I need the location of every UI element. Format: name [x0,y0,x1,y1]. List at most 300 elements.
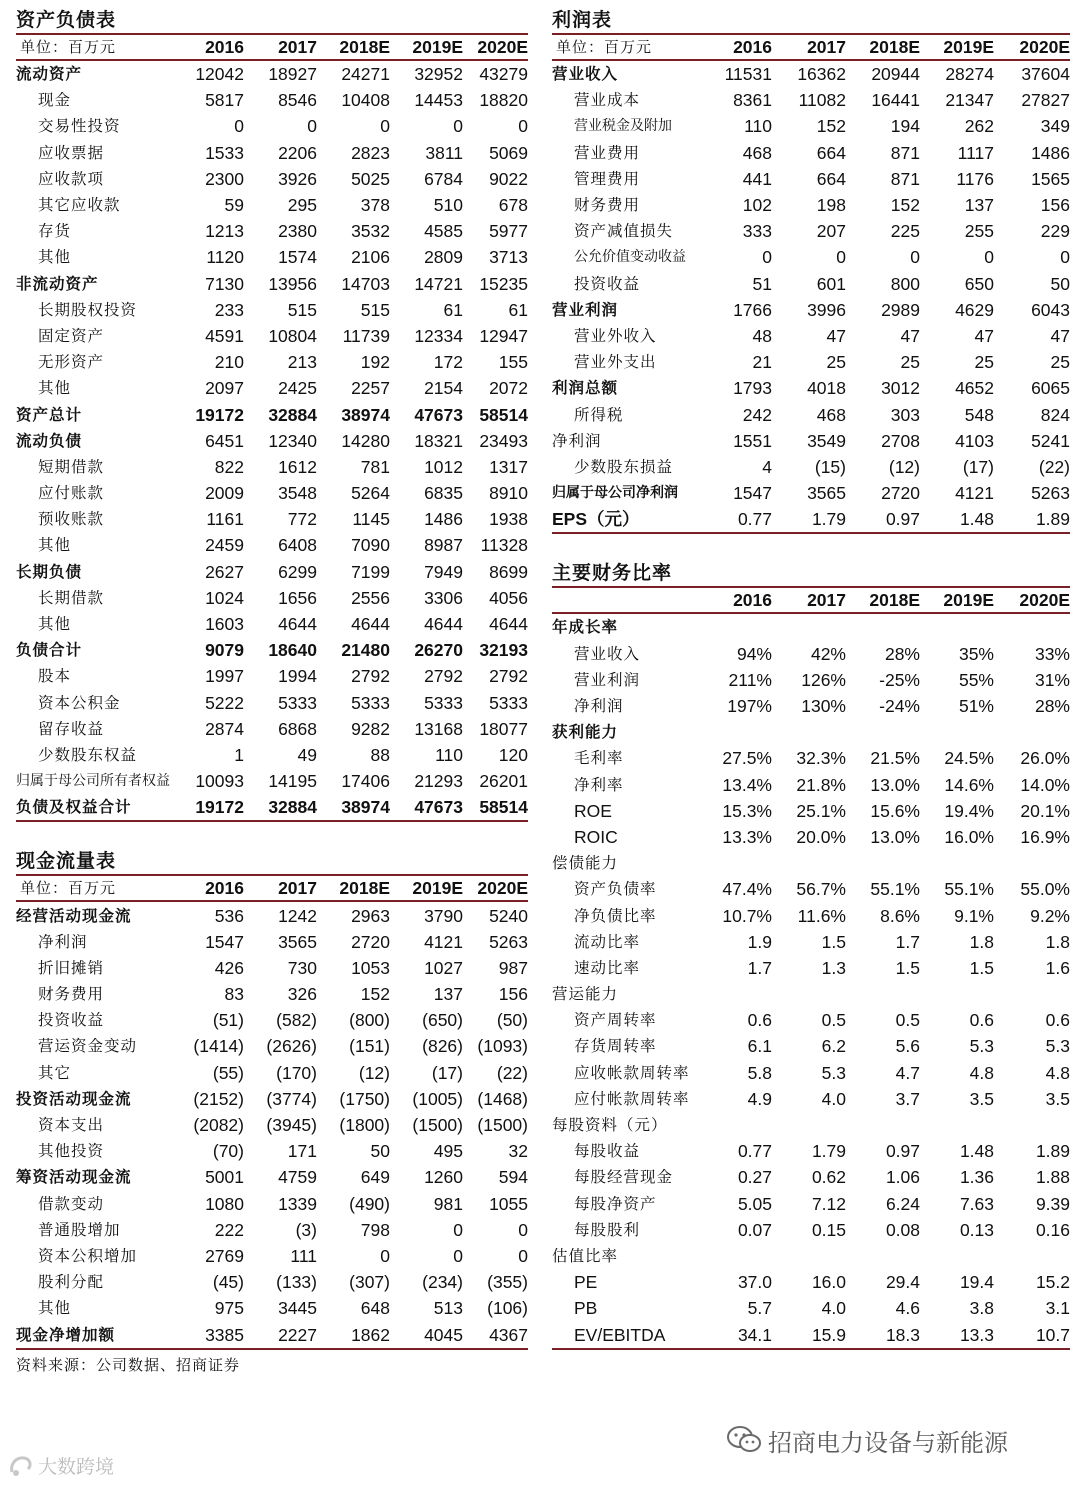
value-cell: 0 [380,116,390,137]
value-cell: 47 [900,325,920,346]
row-label: 其它 [38,1063,72,1082]
table-row [16,768,528,794]
row-label: 归属于母公司净利润 [552,485,678,502]
year-header: 2018E [317,34,390,60]
value-cell: 7199 [351,561,390,582]
table-row [552,480,1070,506]
row-label: 营业利润 [574,670,641,689]
row-label: 营业外收入 [574,326,657,345]
value-cell: 51 [752,273,772,294]
value-cell: 2300 [205,168,244,189]
value-cell: 2792 [351,666,390,687]
value-cell: 12042 [195,64,244,85]
row-label: 负债及权益合计 [16,794,174,821]
row-label: 每股股利 [574,1220,641,1239]
value-cell: 2989 [881,299,920,320]
row-label: EV/EBITDA [552,1321,702,1348]
value-cell: 32884 [244,794,317,821]
value-cell: (106) [487,1298,528,1319]
value-cell: 152 [360,984,390,1005]
value-cell: (1093) [477,1036,528,1057]
value-cell: (55) [212,1062,244,1083]
value-cell [772,1112,846,1138]
value-cell: 32884 [268,404,317,425]
value-cell [994,1243,1070,1269]
value-cell: 649 [360,1167,390,1188]
table-row [552,297,1070,323]
value-cell: 4644 [489,614,528,635]
value-cell: 0.13 [959,1219,994,1240]
value-cell: 13956 [268,273,317,294]
row-label: 其他 [38,615,72,634]
value-cell: 4591 [205,325,244,346]
value-cell: 15.3% [722,800,772,821]
value-cell: (234) [422,1272,463,1293]
value-cell [994,981,1070,1007]
value-cell: 50 [1050,273,1070,294]
row-label: 资产周转率 [574,1011,657,1030]
row-label: 存货 [38,222,72,241]
value-cell: 1 [234,744,244,765]
value-cell: 25 [826,352,846,373]
value-cell: 1.6 [1045,957,1070,978]
value-cell [702,981,772,1007]
value-cell: 1.79 [772,506,846,533]
value-cell: 987 [498,957,528,978]
value-cell: 12334 [414,325,463,346]
value-cell: (1005) [412,1088,463,1109]
value-cell: 58514 [479,404,528,425]
value-cell: 1012 [424,456,463,477]
value-cell: 3.1 [1045,1298,1070,1319]
row-label: 应收款项 [38,169,105,188]
value-cell: 0.62 [811,1167,846,1188]
year-header: 2017 [244,875,317,901]
value-cell: 24.5% [944,748,994,769]
row-label: 非流动资产 [16,274,99,293]
value-cell: 0 [518,1245,528,1266]
value-cell: 5977 [489,221,528,242]
value-cell: 18640 [268,640,317,661]
value-cell: 2425 [278,378,317,399]
value-cell: 1.3 [821,957,846,978]
balance-sheet-table [16,33,528,822]
value-cell: (22) [1038,456,1070,477]
value-cell: 33% [1034,643,1070,664]
value-cell: 1.8 [969,931,994,952]
value-cell: 255 [964,221,994,242]
value-cell [772,850,846,876]
value-cell: 24271 [341,64,390,85]
row-label: 每股收益 [574,1142,641,1161]
row-label: 负债合计 [16,641,83,660]
value-cell: 25 [1050,352,1070,373]
value-cell: 94% [736,643,772,664]
table-row [552,1007,1070,1033]
value-cell: 13.0% [870,826,920,847]
value-cell: 664 [816,142,846,163]
value-cell: 27827 [1021,90,1070,111]
value-cell: 0.77 [702,506,772,533]
value-cell: 3565 [278,931,317,952]
value-cell: 1.48 [959,1141,994,1162]
value-cell: 0.6 [1045,1010,1070,1031]
table-row [16,955,528,981]
table-row [16,87,528,113]
value-cell: 19.4 [959,1272,994,1293]
table-row [552,428,1070,454]
value-cell: 26201 [479,771,528,792]
value-cell: 14721 [414,273,463,294]
value-cell: 1.88 [1035,1167,1070,1188]
value-cell: 2809 [424,247,463,268]
table-row [16,271,528,297]
table-row [16,244,528,270]
table-row [552,981,1070,1007]
value-cell: 15.6% [870,800,920,821]
value-cell: 4.7 [895,1062,920,1083]
value-cell: 0.5 [821,1010,846,1031]
year-header: 2018E [846,34,920,60]
table-row [16,929,528,955]
value-cell: 1213 [205,221,244,242]
value-cell: 2874 [205,718,244,739]
value-cell: 42% [810,643,846,664]
value-cell: 7.63 [959,1193,994,1214]
value-cell: 468 [742,142,772,163]
value-cell: 26270 [414,640,463,661]
value-cell: 5222 [205,692,244,713]
value-cell: 10.7 [994,1321,1070,1348]
value-cell: 194 [890,116,920,137]
value-cell: (12) [358,1062,390,1083]
row-label: 财务费用 [574,196,641,215]
value-cell: 981 [433,1193,463,1214]
row-label: 现金净增加额 [16,1321,174,1348]
value-cell: 0 [518,116,528,137]
table-row [16,1217,528,1243]
value-cell [920,719,994,745]
value-cell: 19172 [195,404,244,425]
value-cell: 2257 [351,378,390,399]
row-label: 留存收益 [38,719,105,738]
value-cell: 648 [360,1298,390,1319]
table-row [16,901,528,928]
table-row [552,401,1070,427]
row-label: 管理费用 [574,169,641,188]
value-cell [846,1112,920,1138]
table-row [552,1217,1070,1243]
table-row [16,1164,528,1190]
value-cell: 21 [752,352,772,373]
value-cell: 5.05 [737,1193,772,1214]
value-cell: 4644 [424,614,463,635]
value-cell: 0.15 [811,1219,846,1240]
value-cell: 4367 [463,1321,528,1348]
row-label: 应付账款 [38,484,105,503]
value-cell: 21347 [945,90,994,111]
value-cell: 4045 [390,1321,463,1348]
row-label: 经营活动现金流 [16,906,132,925]
row-label: 资本支出 [38,1116,105,1135]
table-row [16,428,528,454]
row-label: PB [574,1298,598,1319]
value-cell: 1176 [956,168,994,189]
value-cell: 19172 [174,794,244,821]
value-cell: 16.0% [944,826,994,847]
value-cell: 7949 [424,561,463,582]
corner-watermark [8,1452,114,1479]
table-row [16,140,528,166]
year-header: 2020E [463,34,528,60]
table-row [552,218,1070,244]
value-cell: 2556 [351,587,390,608]
value-cell: 5263 [489,931,528,952]
value-cell [702,850,772,876]
value-cell: 8987 [424,535,463,556]
value-cell: 4121 [955,483,994,504]
value-cell: 871 [890,142,920,163]
value-cell: 1486 [424,509,463,530]
value-cell [920,850,994,876]
value-cell: 8361 [733,90,772,111]
row-label: 其它应收款 [38,196,121,215]
value-cell: 102 [742,195,772,216]
value-cell: 20.0% [796,826,846,847]
value-cell: 10093 [195,771,244,792]
year-header: 2017 [244,34,317,60]
year-header: 2017 [772,587,846,613]
value-cell: 295 [287,195,317,216]
value-cell: 2106 [351,247,390,268]
value-cell: (22) [496,1062,528,1083]
table-row [552,902,1070,928]
value-cell: 18077 [479,718,528,739]
year-header: 2016 [702,587,772,613]
row-label: 投资收益 [38,1011,105,1030]
year-header: 2019E [920,587,994,613]
table-row [552,60,1070,87]
table-row [16,1295,528,1321]
row-label: 获利能力 [552,723,619,742]
value-cell: 824 [1040,404,1070,425]
value-cell: 2380 [278,221,317,242]
value-cell: 7130 [205,273,244,294]
value-cell: (2152) [193,1088,244,1109]
value-cell: 0.97 [885,1141,920,1162]
value-cell: 1574 [278,247,317,268]
row-label: 普通股增加 [38,1220,121,1239]
ratios-title: 主要财务比率 [552,562,673,585]
value-cell [994,613,1070,640]
value-cell: 32193 [479,640,528,661]
year-header: 2017 [772,34,846,60]
value-cell: 21293 [414,771,463,792]
row-label: 其他 [38,536,72,555]
value-cell: 1242 [278,905,317,926]
table-row [552,929,1070,955]
year-header: 2020E [994,587,1070,613]
value-cell: 3.5 [969,1088,994,1109]
value-cell: 15235 [479,273,528,294]
value-cell: 9079 [205,640,244,661]
value-cell: 137 [964,195,994,216]
value-cell [846,613,920,640]
value-cell: 110 [744,116,772,137]
value-cell: (17) [431,1062,463,1083]
value-cell: 15.9 [772,1321,846,1348]
value-cell: 18927 [268,64,317,85]
value-cell: 55% [958,669,994,690]
value-cell: 110 [435,744,463,765]
table-row [16,1191,528,1217]
value-cell: (2626) [266,1036,317,1057]
value-cell: 0 [453,1245,463,1266]
value-cell: 5.8 [747,1062,772,1083]
table-row [552,244,1070,270]
value-cell [994,719,1070,745]
value-cell: 5333 [278,692,317,713]
value-cell: 515 [287,299,317,320]
value-cell: 2792 [424,666,463,687]
row-label: 营业费用 [574,143,641,162]
value-cell: 120 [498,744,528,765]
row-label: 净负债比率 [574,906,657,925]
balance-sheet-title: 资产负债表 [16,9,117,31]
value-cell: 3811 [425,142,463,163]
value-cell: 32 [508,1141,528,1162]
table-row [16,323,528,349]
row-label: PE [574,1272,598,1293]
value-cell: 781 [360,456,390,477]
value-cell: 18.3 [846,1321,920,1348]
value-cell: 3549 [807,430,846,451]
value-cell: 50 [370,1141,390,1162]
value-cell: 2792 [489,666,528,687]
value-cell [920,613,994,640]
value-cell: 152 [816,116,846,137]
value-cell: 5241 [1031,430,1070,451]
table-row [16,1321,528,1348]
table-row [552,454,1070,480]
table-row [552,824,1070,850]
table-row [552,192,1070,218]
value-cell: 47 [826,325,846,346]
value-cell: 326 [287,984,317,1005]
value-cell: 13.4% [722,774,772,795]
year-header: 2020E [463,875,528,901]
year-header: 2016 [702,34,772,60]
value-cell: 2459 [205,535,244,556]
table-row [552,1243,1070,1269]
value-cell: (1468) [477,1088,528,1109]
value-cell: 15.2 [1035,1272,1070,1293]
left-column [16,7,528,1375]
value-cell: 6835 [424,483,463,504]
brand-logo-icon [8,1454,34,1478]
table-row [552,745,1070,771]
value-cell: 601 [816,273,846,294]
value-cell: 37.0 [737,1272,772,1293]
value-cell: 2627 [205,561,244,582]
value-cell: 0.07 [737,1219,772,1240]
wechat-watermark [726,1424,1008,1456]
value-cell [994,850,1070,876]
value-cell: -25% [879,669,920,690]
value-cell [772,981,846,1007]
value-cell: 2720 [881,483,920,504]
value-cell: (15) [814,456,846,477]
value-cell: 16.0 [811,1272,846,1293]
value-cell [920,1243,994,1269]
table-row [552,113,1070,139]
value-cell: 5333 [351,692,390,713]
value-cell [702,613,772,640]
table-row [552,850,1070,876]
table-row [552,1164,1070,1190]
value-cell: (12) [888,456,920,477]
value-cell: 6.1 [747,1036,772,1057]
row-label: 归属于母公司所有者权益 [16,773,170,790]
table-row [16,981,528,1007]
value-cell: 14453 [414,90,463,111]
year-header: 2019E [920,34,994,60]
row-label: 净利率 [574,775,624,794]
value-cell: 18321 [414,430,463,451]
value-cell: 2154 [424,378,463,399]
table-row [552,613,1070,640]
value-cell: 1997 [205,666,244,687]
value-cell [702,1243,772,1269]
value-cell: 1533 [205,142,244,163]
value-cell: 1.48 [920,506,994,533]
value-cell: 1027 [424,957,463,978]
value-cell: 5.3 [821,1062,846,1083]
value-cell: 0 [380,1245,390,1266]
value-cell: 5001 [205,1167,244,1188]
value-cell: 426 [214,957,244,978]
row-label: 长期负债 [16,562,83,581]
table-row [552,719,1070,745]
value-cell: 1.06 [885,1167,920,1188]
value-cell: (650) [422,1010,463,1031]
value-cell: 9022 [489,168,528,189]
value-cell: 11531 [724,64,772,85]
table-row [16,794,528,821]
table-row [16,1243,528,1269]
table-row [552,693,1070,719]
value-cell: 14.0% [1020,774,1070,795]
table-row [552,1086,1070,1112]
table-row [552,140,1070,166]
value-cell: 515 [360,299,390,320]
unit-label: 单位：百万元 [16,875,174,901]
value-cell: 242 [742,404,772,425]
value-cell: 4121 [424,931,463,952]
value-cell: 4585 [424,221,463,242]
row-label: 所得税 [574,405,624,424]
value-cell: 3996 [807,299,846,320]
row-label: 应收票据 [38,143,105,162]
value-cell: 3.7 [895,1088,920,1109]
row-label: 应付帐款周转率 [574,1089,690,1108]
value-cell: 1656 [278,587,317,608]
value-cell: 5.7 [747,1298,772,1319]
value-cell: 59 [224,195,244,216]
row-label: 利润总额 [552,379,619,398]
value-cell: 1766 [733,299,772,320]
row-label: 资产负债率 [574,880,657,899]
